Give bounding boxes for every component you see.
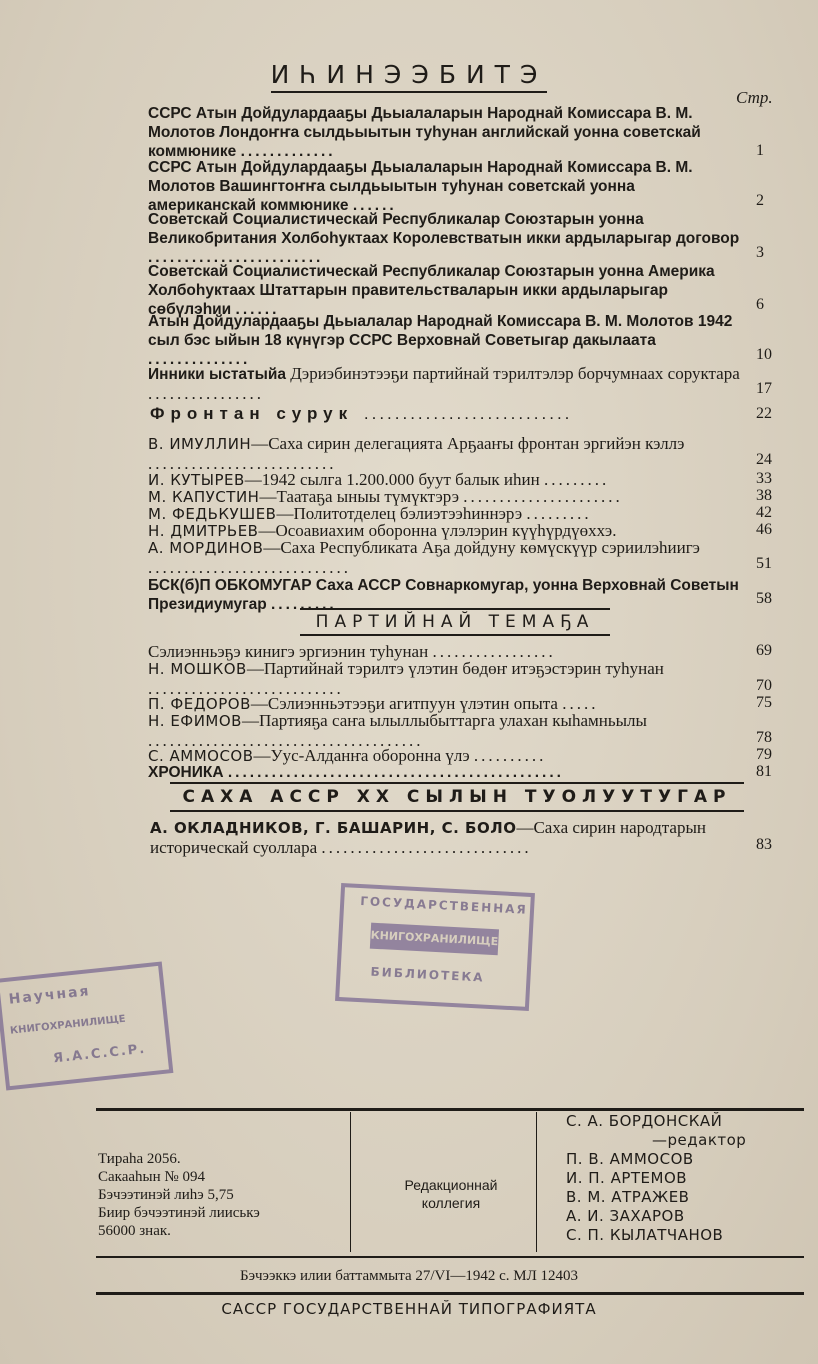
signed-to-print: Бэчээккэ илии баттаммыта 27/VI—1942 с. МЛ 12403: [239, 1268, 579, 1284]
toc-entry: И. КУТЫРЕВ—1942 сылга 1.200.000 буут балык иһин .........: [148, 470, 610, 489]
board-member: И. П. АРТЕМОВ: [566, 1169, 688, 1187]
toc-entry: С. АММОСОВ—Уус-Алданҥа оборонна үлэ ..........: [148, 746, 547, 765]
toc-entry: Н. ЕФИМОВ—Партияҕа саҥа ылыллыбыттарга улахан кыһамньылы ......................................: [148, 711, 647, 750]
page-title: ИҺИНЭЭБИТЭ: [0, 60, 818, 89]
toc-entry: А. ОКЛАДНИКОВ, Г. БАШАРИН, С. БОЛО—Саха сирин народтарын историческай суоллара .............................: [150, 818, 707, 857]
toc-entry: М. ФЕДЬКУШЕВ—Политотделец бэлиэтээһиннэрэ .........: [148, 504, 592, 523]
toc-entry: В. ИМУЛЛИН—Саха сирин делегацията Арҕааҥы фронтан эргийэн кэллэ ..........................: [148, 434, 685, 473]
toc-page-number: 22: [756, 405, 772, 422]
toc-entry: М. КАПУСТИН—Таатаҕа ыныы түмүктэрэ ......................: [148, 487, 623, 506]
library-stamp: ГОСУДАРСТВЕННАЯ КНИГОХРАНИЛИЩЕ БИБЛИОТЕКА: [335, 883, 535, 1011]
printing-house: САССР ГОСУДАРСТВЕННАЙ ТИПОГРАФИЯТА: [221, 1300, 597, 1318]
toc-page-number: 42: [756, 504, 772, 521]
toc-page-number: 79: [756, 746, 772, 763]
toc-entry: П. ФЕДОРОВ—Сэлиэнньэтээҕи агитпуун үлэтин опыта .....: [148, 694, 599, 713]
toc-page-number: 38: [756, 487, 772, 504]
toc-entry: ССРС Атын Дойдулардааҕы Дьыалаларын Народнай Комиссара В. М. Молотов Вашингтоҥҥа сылдьыытын туһунан советскай уонна американскай коммюнике ......: [148, 159, 693, 214]
editor-role: —редактор: [652, 1131, 747, 1149]
imprint-bottom-rule: [96, 1292, 804, 1295]
toc-page-number: 75: [756, 694, 772, 711]
toc-page-number: 70: [756, 677, 772, 694]
toc-entry: Советскай Социалистическай Республикалар Союзтарын уонна Великобритания Холбоһуктаах Королевстватын икки ардыларыгар договор ........................: [148, 211, 740, 266]
toc-page-number: 1: [756, 142, 764, 159]
toc-page-number: 78: [756, 729, 772, 746]
editor-name: С. А. БОРДОНСКАЙ: [566, 1112, 723, 1130]
toc-entry: Атын Дойдулардааҕы Дьыалалар Народнай Комиссара В. М. Молотов 1942 сыл бэс ыйын 18 күнүгэр ССРС Верховнай Советыгар дакылаата ..............: [148, 313, 733, 368]
toc-entry: Н. ДМИТРЬЕВ—Осоавиахим оборонна үлэлэрин күүһүрдүөххэ.: [148, 521, 617, 540]
toc-page-number: 83: [756, 836, 772, 853]
imprint-mid-rule: [96, 1256, 804, 1258]
board-member: П. В. АММОСОВ: [566, 1150, 694, 1168]
section-header-party: ПАРТИЙНАЙ ТЕМАҔА: [300, 608, 610, 636]
toc-entry: Инники ыстатыйа Дэриэбинэтээҕи партийнай тэрилтэлэр борчумнаах соруктара ................: [148, 364, 740, 403]
page-column-label: Стр.: [736, 88, 773, 107]
toc-page-number: 51: [756, 555, 772, 572]
toc-entry: Советскай Социалистическай Республикалар Союзтарын уонна Америка Холбоһуктаах Штаттарын правительстваларын икки ардыларыгар сөбүлэһии ......: [148, 263, 715, 318]
toc-entry: Н. МОШКОВ—Партийнай тэрилтэ үлэтин бөдөҥ итэҕэстэрин туһунан ...........................: [148, 659, 664, 698]
toc-entry: ССРС Атын Дойдулардааҕы Дьыалаларын Народнай Комиссара В. М. Молотов Лондоҥҥа сылдьыытын туһунан английскай уонна советскай коммюнике .............: [148, 105, 701, 160]
toc-entry: А. МОРДИНОВ—Саха Республиката Аҕа дойдуну көмүскүүр сэриилэһиигэ ............................: [148, 538, 700, 577]
toc-page-number: 2: [756, 192, 764, 209]
print-run-info: Тираһа 2056. Сакааһын № 094 Бэчээтинэй лиһэ 5,75 Биир бэчээтинэй лииськэ 56000 знак.: [98, 1151, 260, 1239]
section-front-letter: Фронтан сурук ...........................: [150, 404, 573, 423]
board-member: А. И. ЗАХАРОВ: [566, 1207, 685, 1225]
toc-page-number: 69: [756, 642, 772, 659]
toc-page-number: 3: [756, 244, 764, 261]
imprint-divider: [350, 1112, 351, 1252]
toc-page-number: 10: [756, 346, 772, 363]
toc-page-number: 17: [756, 380, 772, 397]
library-stamp-left: Научная КНИГОХРАНИЛИЩЕ Я.А.С.С.Р.: [0, 962, 173, 1091]
toc-page-number: 24: [756, 451, 772, 468]
toc-entry: ХРОНИКА ..............................................: [148, 764, 564, 781]
toc-page-number: 46: [756, 521, 772, 538]
toc-entry: БСК(б)П ОБКОМУГАР Саха АССР Совнаркомугар, уонна Верховнай Советын Президиумугар .........: [148, 577, 739, 613]
imprint-divider: [536, 1112, 537, 1252]
editorial-board-label: Редакционнай коллегия: [404, 1177, 498, 1211]
toc-page-number: 81: [756, 763, 772, 780]
editorial-board-members: [566, 1112, 746, 1245]
board-member: В. М. АТРАЖЕВ: [566, 1188, 690, 1206]
board-member: С. П. КЫЛАТЧАНОВ: [566, 1226, 724, 1244]
imprint-top-rule: [96, 1108, 804, 1111]
section-header-saha: САХА АССР ХХ СЫЛЫН ТУОЛУУТУГАР: [170, 782, 744, 812]
toc-page-number: 58: [756, 590, 772, 607]
toc-page-number: 6: [756, 296, 764, 313]
toc-entry: Сэлиэнньэҕэ кинигэ эргиэнин туһунан .................: [148, 642, 556, 661]
toc-page-number: 33: [756, 470, 772, 487]
